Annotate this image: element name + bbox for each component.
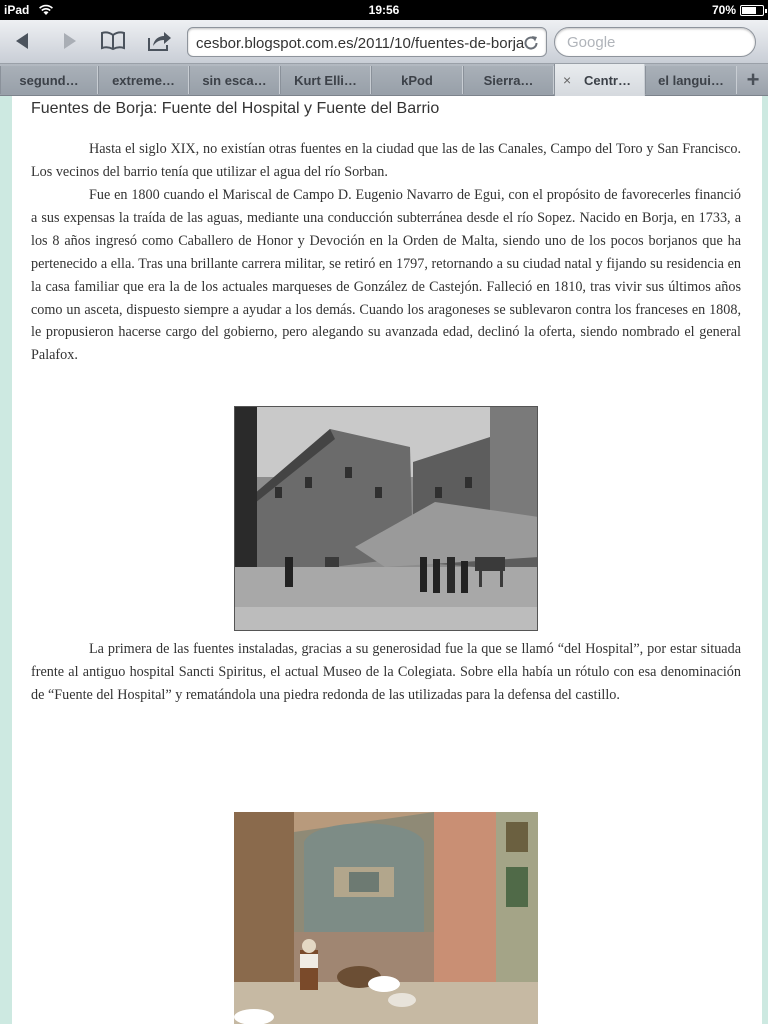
address-bar[interactable] bbox=[187, 27, 547, 57]
bookmarks-button[interactable] bbox=[96, 26, 130, 56]
tab-label: extreme… bbox=[112, 72, 175, 88]
post-title: Fuentes de Borja: Fuente del Hospital y Fuente del Barrio bbox=[31, 100, 440, 117]
back-arrow-icon bbox=[13, 31, 33, 51]
close-tab-icon[interactable]: × bbox=[563, 72, 572, 88]
tab-label: Sierra… bbox=[483, 72, 534, 88]
battery-percent: 70% bbox=[711, 3, 736, 17]
search-input[interactable] bbox=[554, 27, 756, 57]
web-page bbox=[0, 96, 768, 1024]
tab-kpod[interactable] bbox=[371, 66, 463, 94]
reload-icon[interactable] bbox=[522, 34, 540, 52]
tab-label: sin esca… bbox=[202, 72, 267, 88]
street-photo-image bbox=[235, 407, 538, 631]
browser-toolbar bbox=[0, 20, 768, 64]
historic-street-photo[interactable] bbox=[234, 406, 538, 631]
tab-strip bbox=[0, 64, 768, 96]
tab-centr-active[interactable] bbox=[554, 64, 645, 96]
fountain-photo-image bbox=[234, 812, 538, 1024]
carrier-label: iPad bbox=[4, 3, 30, 17]
share-button[interactable] bbox=[143, 26, 177, 56]
fountain-color-photo[interactable] bbox=[234, 812, 538, 1024]
forward-arrow-icon bbox=[59, 31, 79, 51]
tab-extreme[interactable] bbox=[98, 66, 189, 94]
tab-label: el langui… bbox=[658, 72, 724, 88]
search-placeholder: Google bbox=[567, 34, 616, 51]
paragraph-3: La primera de las fuentes instaladas, gracias a su generosidad fue la que se llamó “del Hospital”, por estar situada frente al antiguo hospital Sancti Spiritus, el actual Museo de la Colegiata. Sobre ella había un rótulo con esa denominación de “Fuente del Hospital” y rematándola una piedra redonda de las utilizadas para la defensa del castillo. bbox=[31, 641, 741, 703]
share-icon bbox=[147, 30, 173, 52]
clock: 19:56 bbox=[368, 3, 400, 17]
paragraph-1: Hasta el siglo XIX, no existían otras fuentes en la ciudad que las de las Canales, Campo del Toro y San Francisco. Los vecinos del barrio tenía que utilizar el agua del río Sorban. bbox=[31, 141, 741, 180]
battery-icon bbox=[740, 5, 764, 16]
book-icon bbox=[100, 31, 126, 51]
url-text: cesbor.blogspot.com.es/2011/10/fuentes-de-borja bbox=[196, 35, 525, 52]
status-bar bbox=[0, 0, 768, 20]
add-tab-button[interactable]: + bbox=[746, 67, 760, 92]
tab-label: segund… bbox=[19, 72, 79, 88]
tab-sin-escapatoria[interactable] bbox=[189, 66, 280, 94]
tab-kurt-elling[interactable] bbox=[280, 66, 371, 94]
tab-segund[interactable] bbox=[0, 66, 98, 94]
back-button[interactable] bbox=[6, 26, 40, 56]
tab-label: Centr… bbox=[584, 72, 631, 88]
paragraph-2: Fue en 1800 cuando el Mariscal de Campo D. Eugenio Navarro de Egui, con el propósito de favorecerles financió a sus expensas la traída de las aguas, mediante una conducción subterránea desde el río Sopez. Nacido en Borja, en 1733, a los 8 años ingresó como Caballero de Honor y Devoción en la Orden de Malta, siendo uno de los pocos borjanos que ha pertenecido a ella. Tras una brillante carrera militar, se retiró en 1797, retornando a su ciudad natal y fijando su residencia en la casa familiar que era la de los actuales marqueses de González de Castejón. Falleció en 1810, tras vivir sus últimos años como un asceta, dispuesto siempre a ayudar a los demás. Cuando los aragoneses se sublevaron contra los franceses en 1808, le propusieron hacerse cargo del gobierno, pero alegando su avanzada edad, declinó la oferta, siendo nombrado el general Palafox. bbox=[31, 187, 741, 364]
tab-label: Kurt Elli… bbox=[294, 72, 357, 88]
tab-sierra[interactable] bbox=[463, 66, 554, 94]
tab-el-languido[interactable] bbox=[645, 66, 737, 94]
forward-button[interactable] bbox=[52, 26, 86, 56]
blog-post bbox=[12, 96, 762, 1024]
tab-label: kPod bbox=[401, 72, 433, 88]
